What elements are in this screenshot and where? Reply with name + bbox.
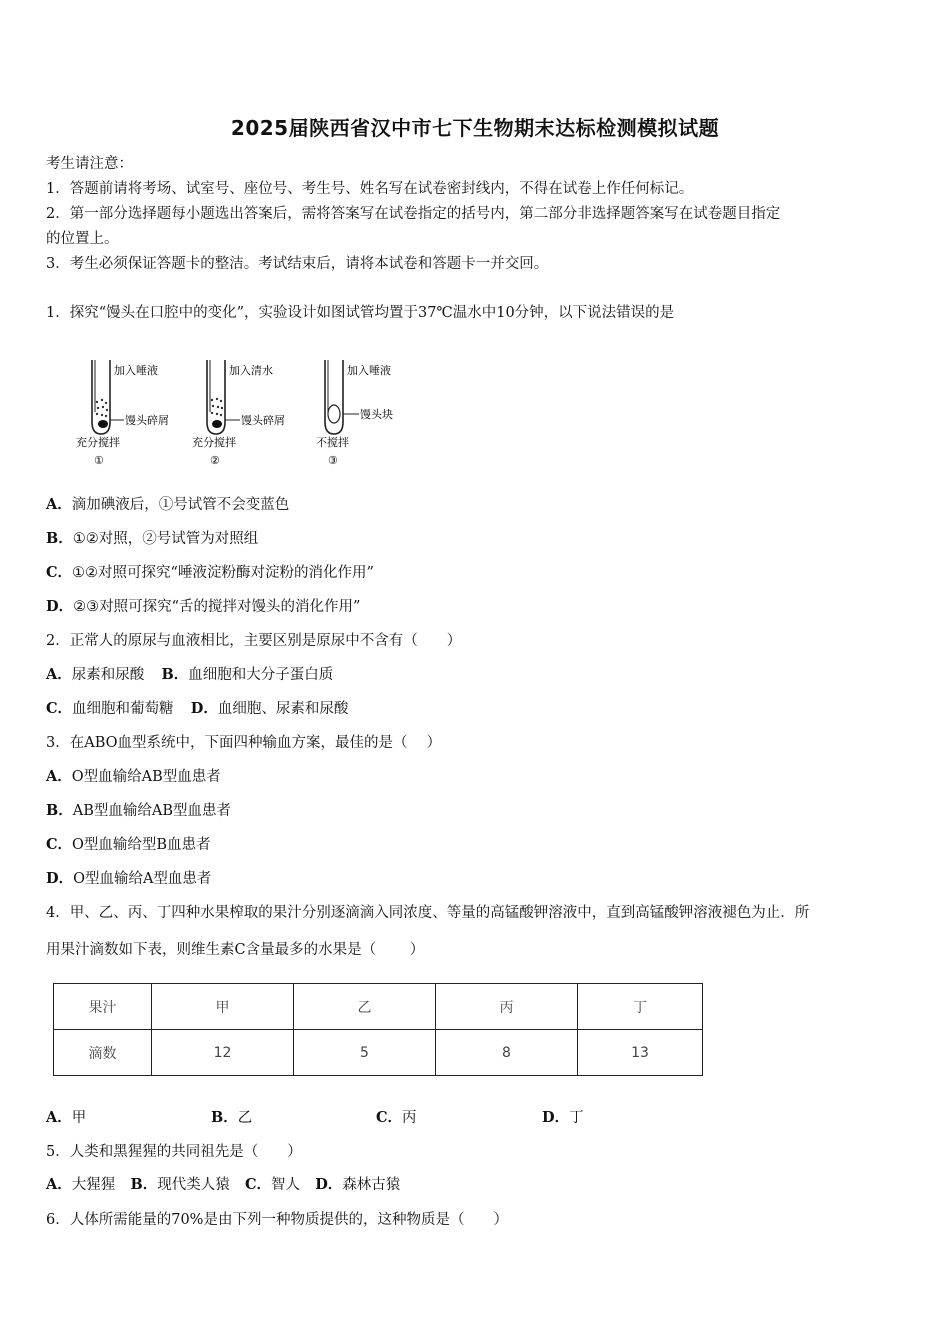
tube-2-side-label: 馒头碎屑 (241, 414, 285, 427)
tube-1-bottom-label: 充分搅拌 (76, 436, 120, 449)
option-text: O型血输给A型血患者 (73, 871, 212, 887)
option-text: 滴加碘液后，①号试管不会变蓝色 (71, 497, 290, 513)
option-letter: D． (46, 598, 74, 615)
option-letter: D． (542, 1109, 570, 1126)
option-letter: C． (46, 700, 73, 717)
option-text: 血细胞、尿素和尿酸 (217, 701, 349, 717)
option-text: 血细胞和葡萄糖 (72, 701, 174, 717)
tube-1-number: ① (94, 454, 104, 467)
option-letter: D． (46, 870, 74, 887)
option-letter: B． (46, 802, 73, 819)
table-cell: 12 (152, 1030, 294, 1076)
q1-option-a (46, 493, 289, 514)
option-text: O型血输给AB型血患者 (71, 769, 221, 785)
option-text: ①②对照，②号试管为对照组 (72, 531, 259, 547)
table-cell: 13 (578, 1030, 703, 1076)
option-letter: C． (376, 1109, 403, 1126)
option-letter: A． (46, 1109, 72, 1126)
option-letter: B． (46, 530, 73, 547)
q3-stem: 3．在ABO血型系统中，下面四种输血方案，最佳的是（ ） (46, 735, 442, 751)
option-text: 森林古猿 (342, 1177, 401, 1193)
option-text: 大猩猩 (71, 1177, 116, 1193)
option-text: 现代类人猿 (157, 1177, 230, 1193)
option-letter: B． (161, 666, 189, 683)
q4-option-a (46, 1106, 86, 1127)
option-letter: C． (46, 836, 73, 853)
table-cell: 果汁 (54, 984, 152, 1030)
q1-stem: 1．探究“馒头在口腔中的变化”，实验设计如图试管均置于37℃温水中10分钟，以下说法错误的是 (46, 305, 675, 321)
option-letter: B． (130, 1176, 158, 1193)
q4-stem-line-1: 4．甲、乙、丙、丁四种水果榨取的果汁分别逐滴滴入同浓度、等量的高锰酸钾溶液中，直到高锰酸钾溶液褪色为止．所 (46, 905, 810, 921)
tube-1-top-label: 加入唾液 (114, 364, 158, 377)
q2-stem: 2．正常人的原尿与血液相比，主要区别是原尿中不含有（ ） (46, 633, 462, 649)
q1-option-d (46, 595, 360, 616)
q5-options-row (46, 1173, 400, 1194)
tube-3-top-label: 加入唾液 (347, 364, 391, 377)
q4-stem-line-2: 用果汁滴数如下表，则维生素C含量最多的水果是（ ） (46, 942, 425, 958)
option-text: 血细胞和大分子蛋白质 (188, 667, 334, 683)
table-header-row (54, 984, 703, 1030)
notice-item-2-cont: 的位置上。 (46, 231, 119, 247)
table-cell: 8 (436, 1030, 578, 1076)
option-letter: D． (315, 1176, 343, 1193)
option-letter: C． (244, 1176, 272, 1193)
option-text: ①②对照可探究“唾液淀粉酶对淀粉的消化作用” (72, 565, 374, 581)
option-letter: A． (46, 768, 72, 785)
table-cell: 甲 (152, 984, 294, 1030)
notice-item-2: 2．第一部分选择题每小题选出答案后，需将答案写在试卷指定的括号内，第二部分非选择题答案写在试卷题目指定 (46, 206, 781, 222)
option-text: ②③对照可探究“舌的搅拌对馒头的消化作用” (73, 599, 361, 615)
tube-3-side-label: 馒头块 (360, 408, 393, 421)
tube-2-bottom-label: 充分搅拌 (192, 436, 236, 449)
q6-stem: 6．人体所需能量的70%是由下列一种物质提供的，这种物质是（ ） (46, 1212, 508, 1228)
q1-option-b (46, 527, 258, 548)
q3-option-b (46, 799, 231, 820)
notice-item-1: 1．答题前请将考场、试室号、座位号、考生号、姓名写在试卷密封线内，不得在试卷上作任何标记。 (46, 181, 694, 197)
tube-3-bottom-label: 不搅拌 (316, 436, 349, 449)
option-letter: B． (211, 1109, 238, 1126)
option-text: 尿素和尿酸 (71, 667, 145, 683)
q5-stem: 5．人类和黑猩猩的共同祖先是（ ） (46, 1144, 302, 1160)
option-letter: A． (46, 666, 72, 683)
table-cell: 滴数 (54, 1030, 152, 1076)
option-text: 智人 (271, 1177, 301, 1193)
tube-3-number: ③ (328, 454, 338, 467)
q3-option-c (46, 833, 211, 854)
option-text: O型血输给型B血患者 (72, 837, 211, 853)
tube-1-side-label: 馒头碎屑 (125, 414, 169, 427)
q4-option-b (211, 1106, 252, 1127)
q2-options-row-1 (46, 663, 333, 684)
option-text: 甲 (71, 1110, 87, 1126)
q4-option-c (376, 1106, 417, 1127)
table-cell: 丙 (436, 984, 578, 1030)
fruit-juice-table (53, 983, 703, 1076)
tube-2-number: ② (210, 454, 220, 467)
table-cell: 5 (294, 1030, 436, 1076)
option-text: 乙 (237, 1110, 253, 1126)
option-letter: A． (46, 1176, 72, 1193)
q4-option-d (542, 1106, 584, 1127)
option-text: 丁 (569, 1110, 584, 1126)
table-cell: 乙 (294, 984, 436, 1030)
option-letter: D． (190, 700, 218, 717)
notice-item-3: 3．考生必须保证答题卡的整洁。考试结束后，请将本试卷和答题卡一并交回。 (46, 256, 549, 272)
table-cell: 丁 (578, 984, 703, 1030)
option-letter: A． (46, 496, 72, 513)
tube-2-top-label: 加入清水 (229, 364, 273, 377)
table-row (54, 1030, 703, 1076)
option-text: 丙 (402, 1110, 417, 1126)
notice-heading: 考生请注意： (46, 156, 133, 172)
option-letter: C． (46, 564, 73, 581)
q2-options-row-2 (46, 697, 348, 718)
q3-option-d (46, 867, 211, 888)
page-title: 2025届陕西省汉中市七下生物期末达标检测模拟试题 (230, 116, 720, 140)
q3-option-a (46, 765, 221, 786)
option-text: AB型血输给AB型血患者 (72, 803, 232, 819)
q1-option-c (46, 561, 374, 582)
test-tube-figure (70, 352, 410, 474)
